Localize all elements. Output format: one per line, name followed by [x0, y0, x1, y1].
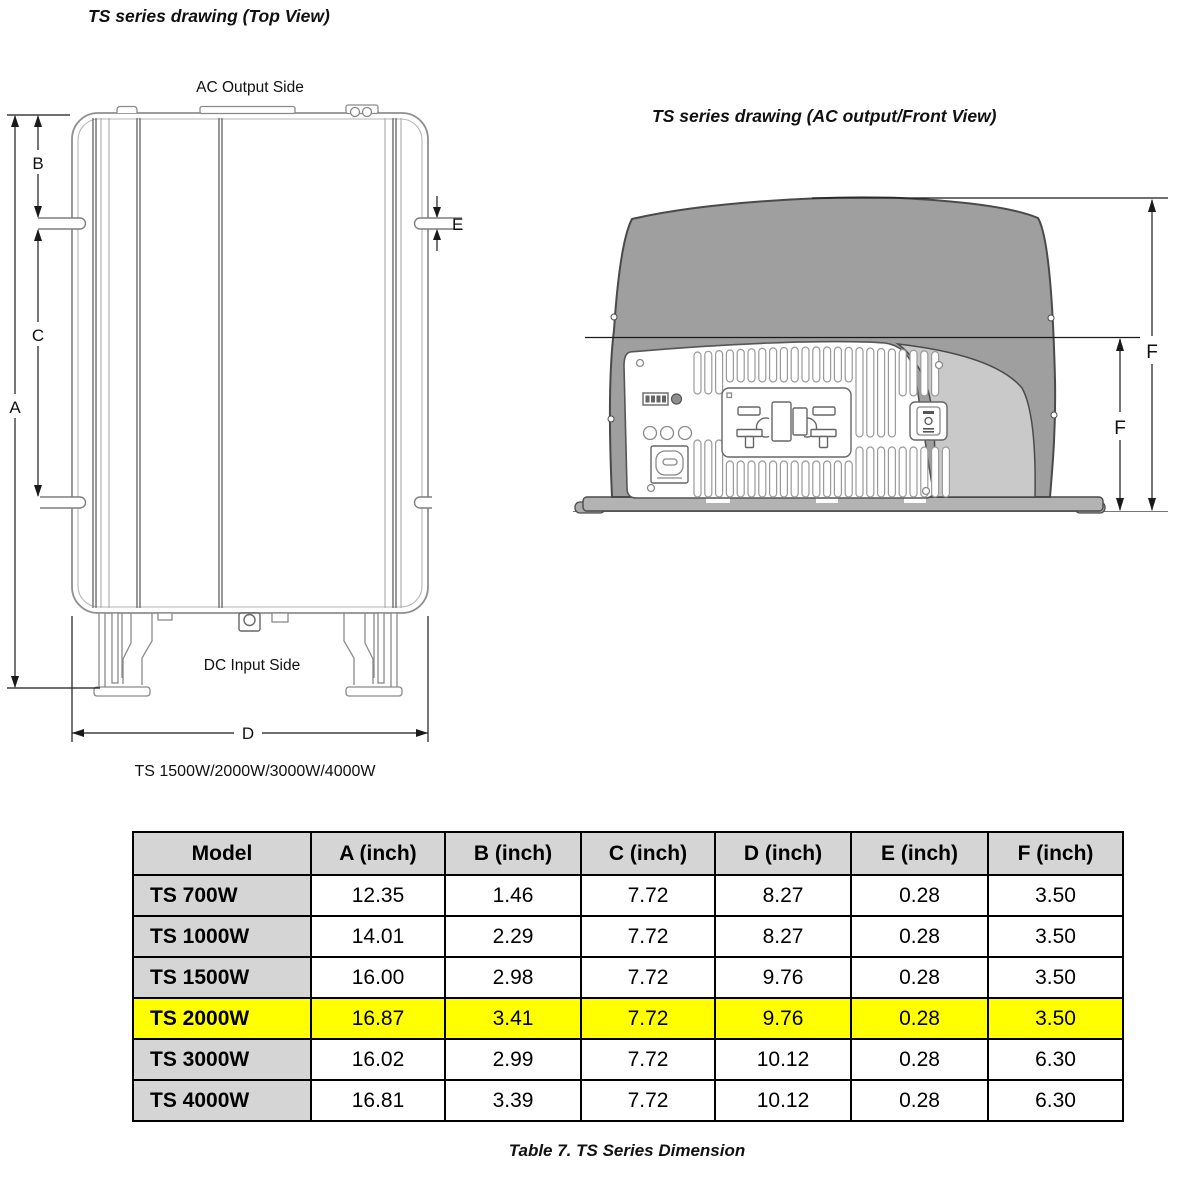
- value-cell: 3.50: [988, 998, 1123, 1039]
- dim-label-f-outer: F: [1146, 342, 1158, 363]
- table-row-ts4000w: [133, 1080, 1123, 1121]
- reset-button: [772, 402, 791, 441]
- dc-input-side-label: DC Input Side: [203, 657, 301, 674]
- value-cell: 0.28: [851, 998, 988, 1039]
- model-cell: TS 2000W: [133, 998, 311, 1039]
- table-row-ts1000w: [133, 916, 1123, 957]
- adjust-knob: [672, 394, 682, 404]
- value-cell: 8.27: [715, 916, 851, 957]
- dc-side-details: [158, 613, 288, 631]
- gfci-outlet: [722, 388, 851, 457]
- table-header-row: [133, 832, 1123, 875]
- value-cell: 16.87: [311, 998, 445, 1039]
- value-cell: 10.12: [715, 1039, 851, 1080]
- dim-label-f-inner: F: [1114, 418, 1126, 439]
- value-cell: 0.28: [851, 957, 988, 998]
- dimension-b: [28, 115, 48, 218]
- header-f-inch: F (inch): [988, 832, 1123, 875]
- value-cell: 0.28: [851, 1039, 988, 1080]
- dim-label-a: A: [9, 398, 21, 417]
- front-view-title: TS series drawing (AC output/Front View): [652, 106, 997, 126]
- table-row-ts2000w-highlighted: [133, 998, 1123, 1039]
- value-cell: 6.30: [988, 1080, 1123, 1121]
- top-view-title: TS series drawing (Top View): [88, 6, 330, 26]
- test-button: [793, 408, 807, 435]
- dimension-table: [132, 831, 1124, 1122]
- remote-port: [651, 446, 688, 483]
- value-cell: 3.50: [988, 957, 1123, 998]
- value-cell: 7.72: [581, 998, 715, 1039]
- model-cell: TS 1500W: [133, 957, 311, 998]
- table-row-ts700w: [133, 875, 1123, 916]
- value-cell: 14.01: [311, 916, 445, 957]
- dim-label-d: D: [241, 724, 255, 743]
- value-cell: 16.00: [311, 957, 445, 998]
- value-cell: 0.28: [851, 875, 988, 916]
- value-cell: 3.50: [988, 916, 1123, 957]
- table-row-ts3000w: [133, 1039, 1123, 1080]
- value-cell: 2.99: [445, 1039, 581, 1080]
- dim-label-c: C: [31, 326, 45, 345]
- value-cell: 16.02: [311, 1039, 445, 1080]
- model-cell: TS 700W: [133, 875, 311, 916]
- value-cell: 6.30: [988, 1039, 1123, 1080]
- value-cell: 2.29: [445, 916, 581, 957]
- heatsink-fin-lines: [93, 118, 401, 608]
- top-view-drawing: [0, 0, 560, 800]
- value-cell: 3.41: [445, 998, 581, 1039]
- value-cell: 7.72: [581, 1039, 715, 1080]
- top-view-models-caption: TS 1500W/2000W/3000W/4000W: [134, 763, 376, 780]
- inverter-body-top-view: [38, 105, 462, 696]
- mounting-foot-left: [94, 613, 152, 696]
- value-cell: 16.81: [311, 1080, 445, 1121]
- value-cell: 8.27: [715, 875, 851, 916]
- value-cell: 1.46: [445, 875, 581, 916]
- value-cell: 7.72: [581, 1080, 715, 1121]
- value-cell: 10.12: [715, 1080, 851, 1121]
- value-cell: 9.76: [715, 998, 851, 1039]
- status-display: [643, 393, 668, 405]
- value-cell: 7.72: [581, 875, 715, 916]
- header-e-inch: E (inch): [851, 832, 988, 875]
- header-c-inch: C (inch): [581, 832, 715, 875]
- model-cell: TS 1000W: [133, 916, 311, 957]
- value-cell: 3.50: [988, 875, 1123, 916]
- model-cell: TS 3000W: [133, 1039, 311, 1080]
- header-a-inch: A (inch): [311, 832, 445, 875]
- model-cell: TS 4000W: [133, 1080, 311, 1121]
- ac-output-side-label: AC Output Side: [196, 79, 304, 96]
- value-cell: 9.76: [715, 957, 851, 998]
- header-b-inch: B (inch): [445, 832, 581, 875]
- value-cell: 12.35: [311, 875, 445, 916]
- value-cell: 7.72: [581, 957, 715, 998]
- dim-label-b: B: [32, 154, 44, 173]
- table-row-ts1500w: [133, 957, 1123, 998]
- base-plate: [575, 497, 1105, 513]
- mounting-foot-right: [344, 613, 402, 696]
- led-indicators: [644, 427, 692, 440]
- top-edge-tabs: [117, 105, 378, 117]
- front-view-drawing: [560, 150, 1200, 570]
- value-cell: 0.28: [851, 1080, 988, 1121]
- dimension-c: [28, 229, 48, 497]
- value-cell: 2.98: [445, 957, 581, 998]
- ac-output-panel: [624, 342, 949, 498]
- power-switch: [910, 402, 947, 440]
- header-d-inch: D (inch): [715, 832, 851, 875]
- dim-label-e: E: [452, 215, 464, 234]
- table-caption: Table 7. TS Series Dimension: [508, 1141, 746, 1160]
- value-cell: 7.72: [581, 916, 715, 957]
- mounting-slots: [38, 218, 462, 508]
- value-cell: 0.28: [851, 916, 988, 957]
- value-cell: 3.39: [445, 1080, 581, 1121]
- header-model: Model: [133, 832, 311, 875]
